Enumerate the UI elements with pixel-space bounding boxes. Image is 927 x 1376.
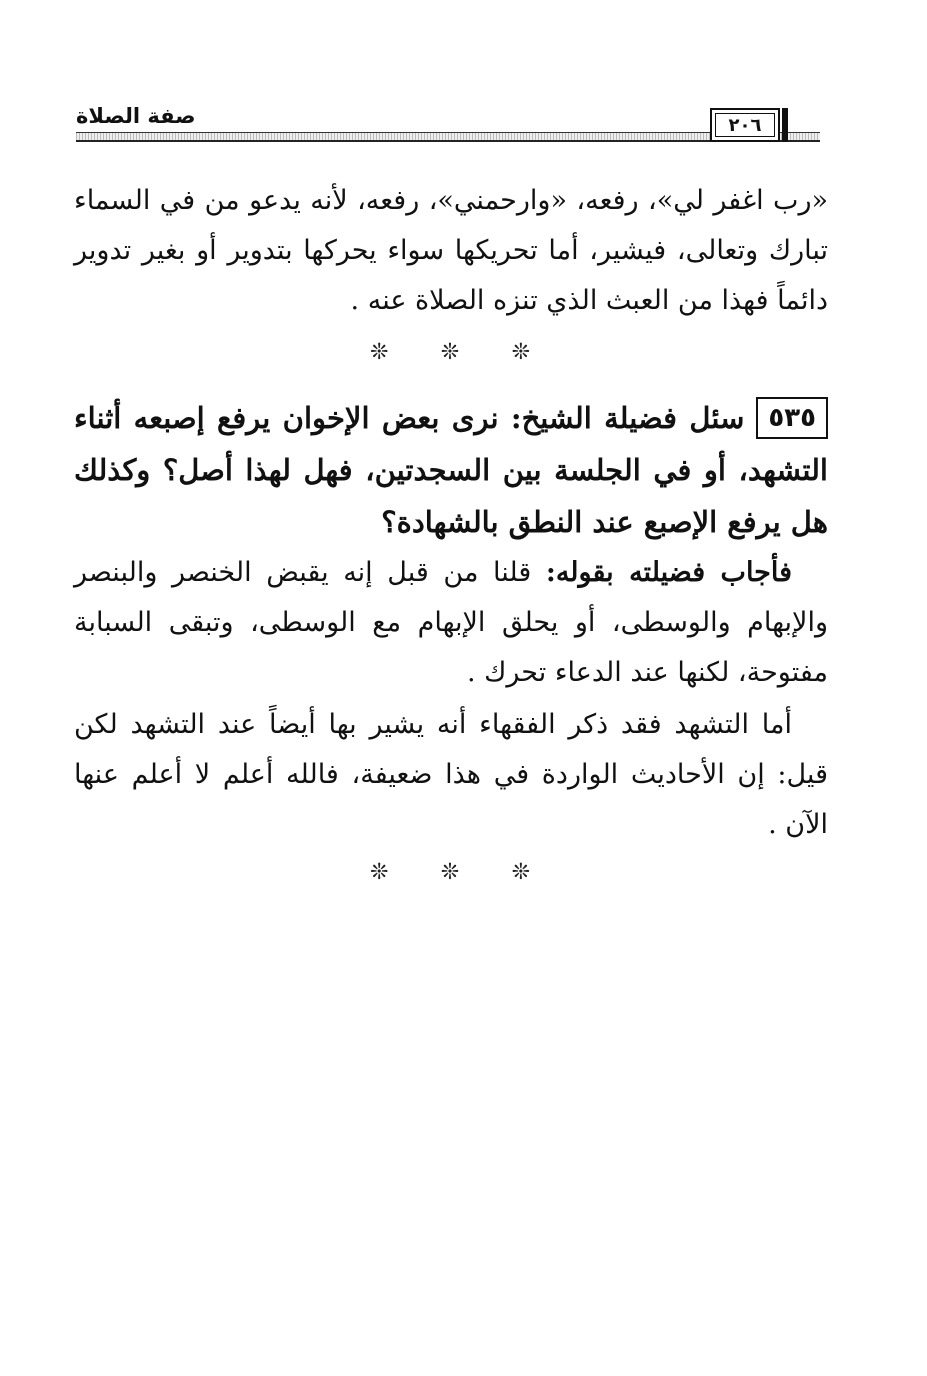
paragraph-final	[74, 700, 828, 850]
answer-text: قلنا من قبل إنه يقبض الخنصر والبنصر والإبهام والوسطى، أو يحلق الإبهام مع الوسطى، وتبقى السبابة مفتوحة، لكنها عند الدعاء تحرك .	[74, 557, 828, 688]
separator-star: ❊	[511, 340, 530, 365]
question-text: سئل فضيلة الشيخ: نرى بعض الإخوان يرفع إصبعه أثناء التشهد، أو في الجلسة بين السجدتين، فهل لهذا أصل؟ وكذلك هل يرفع الإصبع عند النطق بالشهادة؟	[74, 401, 828, 539]
section-separator	[370, 340, 530, 365]
separator-star: ❊	[370, 860, 389, 885]
answer-lead: فأجاب فضيلته بقوله:	[545, 557, 792, 588]
page-number-bar	[782, 108, 788, 142]
header-rule	[76, 132, 820, 142]
page-number: ٢٠٦	[715, 113, 775, 137]
separator-star: ❊	[440, 860, 460, 885]
answer-paragraph	[74, 548, 828, 698]
separator-star: ❊	[511, 860, 530, 885]
page-number-box	[710, 108, 780, 142]
separator-star: ❊	[440, 340, 460, 365]
section-separator-end	[370, 860, 530, 885]
question-block	[74, 392, 828, 548]
question-number: ٥٣٥	[756, 397, 828, 439]
final-text: أما التشهد فقد ذكر الفقهاء أنه يشير بها أيضاً عند التشهد لكن قيل: إن الأحاديث الواردة في هذا ضعيفة، فالله أعلم لا أعلم عنها الآن .	[74, 709, 828, 840]
running-header	[76, 104, 820, 150]
running-title: صفة الصلاة	[76, 104, 196, 128]
separator-star: ❊	[370, 340, 389, 365]
paragraph-continuation: «رب اغفر لي»، رفعه، «وارحمني»، رفعه، لأنه يدعو من في السماء تبارك وتعالى، فيشير، أما تحريكها سواء يحركها بتدوير أو بغير تدوير دائماً فهذا من العبث الذي تنزه الصلاة عنه .	[74, 185, 828, 316]
